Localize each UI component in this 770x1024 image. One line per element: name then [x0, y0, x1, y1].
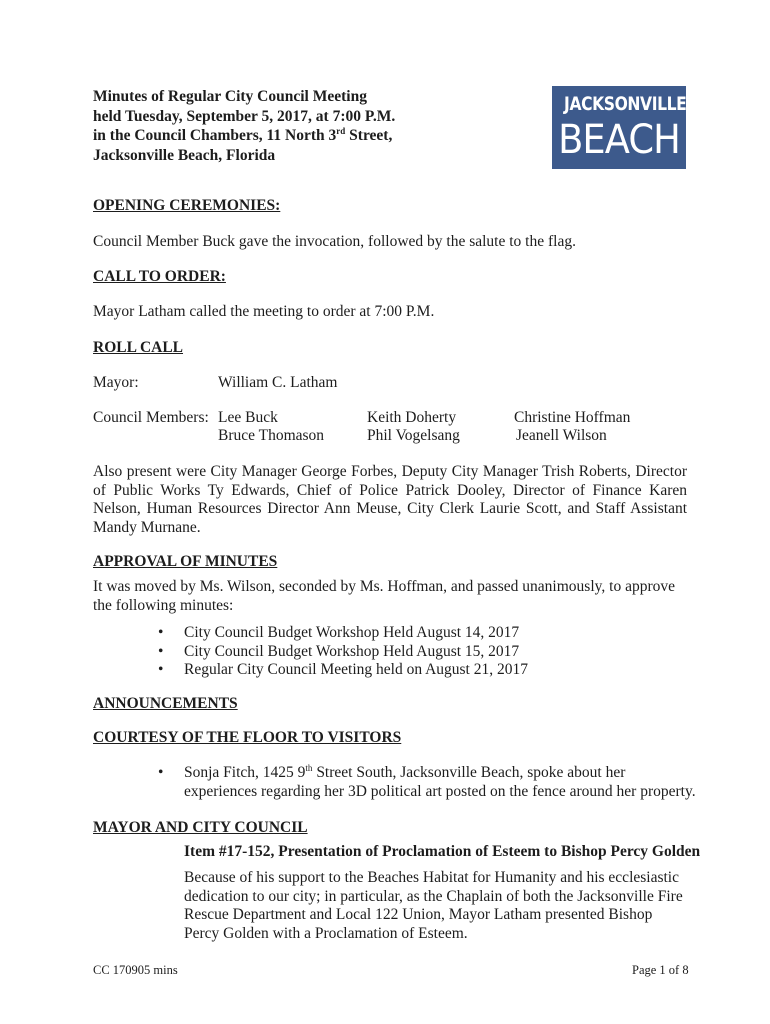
item-17-152-title: Item #17-152, Presentation of Proclamation of Esteem to Bishop Percy Golden — [184, 843, 701, 860]
title-line-4: Jacksonville Beach, Florida — [93, 146, 276, 164]
list-item: • Regular City Council Meeting held on August 21, 2017 — [158, 661, 528, 678]
logo-line-1: JACKSONVILLE — [564, 93, 687, 115]
also-present-text: Also present were City Manager George Forbes, Deputy City Manager Trish Roberts, Director of Public Works Ty Edwards, Chief of Police Patrick Dooley, Director of Finance Karen Nelson, Human Resources Director Ann Meuse, City Clerk Laurie Scott, and Staff Assistant Mandy Murnane. — [93, 463, 687, 536]
council-member: Bruce Thomason — [218, 427, 325, 444]
logo-line-2: BEACH — [558, 117, 680, 163]
title-line-3: in the Council Chambers, 11 North 3rd Street, — [93, 125, 393, 144]
mayor-and-city-council-heading: MAYOR AND CITY COUNCIL — [93, 819, 308, 836]
document-title — [93, 87, 395, 165]
bullet-icon: • — [158, 661, 164, 678]
approval-of-minutes-heading: APPROVAL OF MINUTES — [93, 553, 278, 570]
approval-text: It was moved by Ms. Wilson, seconded by Ms. Hoffman, and passed unanimously, to approve the following minutes: — [93, 578, 675, 614]
jacksonville-beach-logo — [552, 86, 686, 169]
council-member: Keith Doherty — [367, 409, 457, 426]
mayor-name: William C. Latham — [218, 374, 338, 391]
call-to-order-text: Mayor Latham called the meeting to order at 7:00 P.M. — [93, 303, 435, 320]
title-line-2: held Tuesday, September 5, 2017, at 7:00 P.M. — [93, 107, 396, 125]
footer-page-number: Page 1 of 8 — [632, 963, 689, 977]
footer-doc-id: CC 170905 mins — [93, 963, 178, 977]
council-members-label: Council Members: — [93, 409, 209, 426]
item-17-152-text: Because of his support to the Beaches Habitat for Humanity and his ecclesiastic dedication to our city; in particular, as the Chaplain of both the Jacksonville Fire Rescue Department and Local 122 Union, Mayor Latham presented Bishop Percy Golden with a Proclamation of Esteem. — [184, 869, 683, 942]
list-item: • Sonja Fitch, 1425 9th Street South, Jacksonville Beach, spoke about her experiences regarding her 3D political art posted on the fence around her property. — [158, 762, 696, 800]
council-member: Lee Buck — [218, 409, 278, 426]
call-to-order-heading: CALL TO ORDER: — [93, 268, 226, 285]
bullet-icon: • — [158, 642, 164, 660]
approved-minutes-list — [158, 624, 678, 680]
council-member: Phil Vogelsang — [367, 427, 460, 444]
council-member: Christine Hoffman — [514, 409, 631, 426]
mayor-label: Mayor: — [93, 374, 139, 391]
title-line-1: Minutes of Regular City Council Meeting — [93, 88, 367, 105]
visitor-list — [158, 764, 698, 801]
roll-call-heading: ROLL CALL — [93, 339, 184, 356]
announcements-heading: ANNOUNCEMENTS — [93, 695, 238, 712]
list-item: • City Council Budget Workshop Held August 15, 2017 — [158, 642, 520, 660]
opening-ceremonies-heading: OPENING CEREMONIES: — [93, 197, 281, 214]
bullet-icon: • — [158, 764, 164, 781]
opening-ceremonies-text: Council Member Buck gave the invocation, followed by the salute to the flag. — [93, 233, 576, 250]
bullet-icon: • — [158, 624, 164, 641]
council-member: Jeanell Wilson — [516, 427, 607, 444]
courtesy-heading: COURTESY OF THE FLOOR TO VISITORS — [93, 729, 402, 746]
list-item: • City Council Budget Workshop Held August 14, 2017 — [158, 624, 520, 641]
